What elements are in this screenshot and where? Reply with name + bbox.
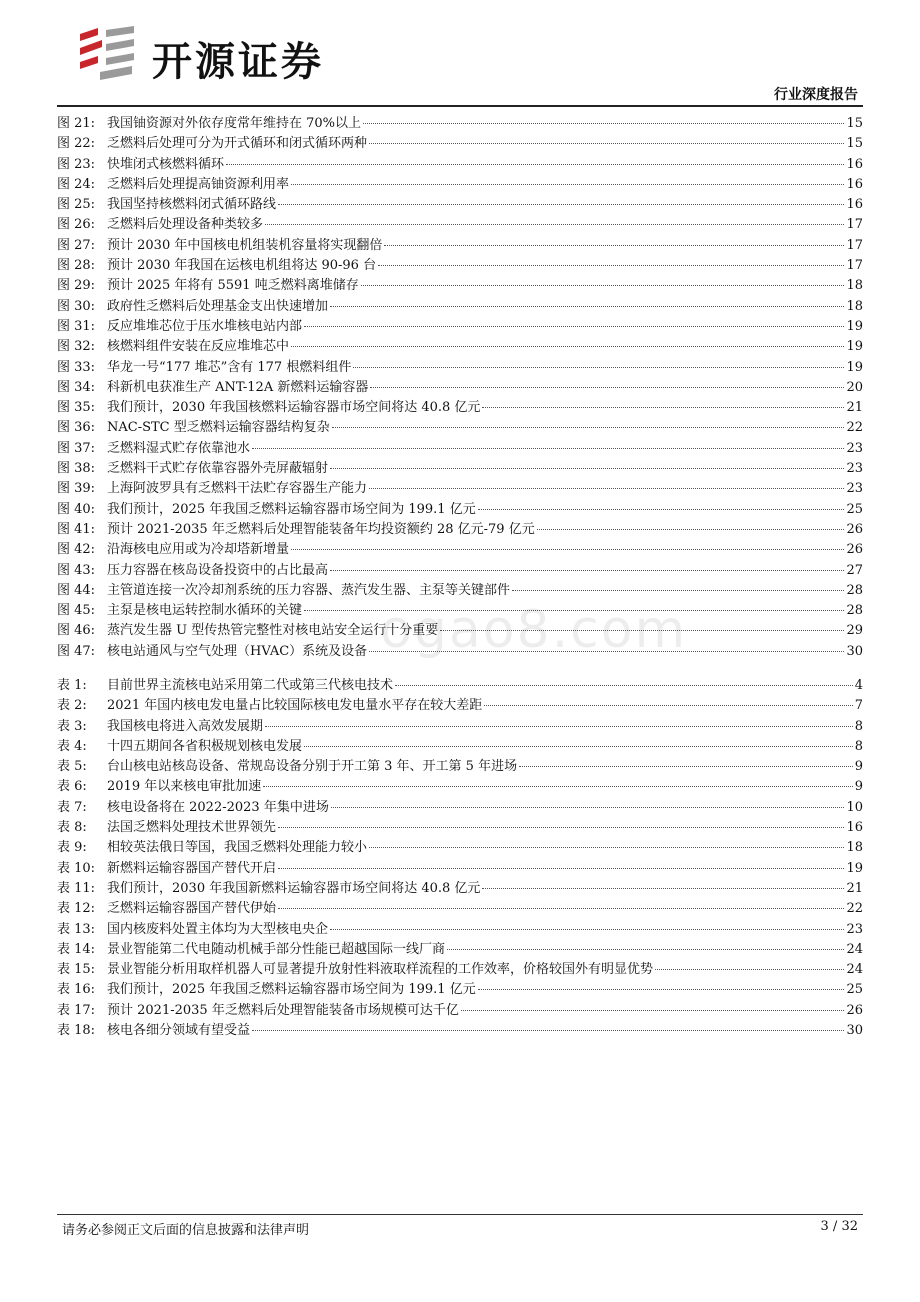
toc-entry[interactable] bbox=[57, 479, 863, 499]
watermark: ogao8.com bbox=[380, 600, 688, 660]
report-type-label: 行业深度报告 bbox=[774, 87, 858, 103]
toc-entry-number: 图 27: bbox=[57, 237, 96, 253]
toc-entry[interactable] bbox=[57, 798, 863, 818]
toc-entry[interactable] bbox=[57, 398, 863, 418]
toc-dot-leader bbox=[519, 765, 853, 767]
toc-entry-page: 17 bbox=[846, 217, 863, 233]
toc-dot-leader bbox=[278, 826, 844, 828]
toc-entry[interactable] bbox=[57, 134, 863, 154]
toc-entry-page: 28 bbox=[846, 582, 863, 598]
page-header bbox=[0, 0, 920, 110]
toc-dot-leader bbox=[369, 487, 844, 489]
toc-entry-page: 18 bbox=[846, 840, 863, 856]
toc-dot-leader bbox=[278, 907, 844, 909]
toc-entry-number: 表 3: bbox=[57, 718, 87, 734]
toc-entry-title: 景业智能分析用取样机器人可显著提升放射性料液取样流程的工作效率，价格较国外有明显优势 bbox=[107, 962, 654, 978]
toc-entry-title: 核电设备将在 2022-2023 年集中进场 bbox=[107, 799, 329, 815]
toc-entry[interactable] bbox=[57, 378, 863, 398]
toc-dot-leader bbox=[369, 142, 844, 144]
toc-dot-leader bbox=[252, 447, 844, 449]
toc-entry-number: 图 35: bbox=[57, 400, 96, 416]
toc-dot-leader bbox=[331, 806, 845, 808]
toc-dot-leader bbox=[361, 284, 845, 286]
toc-entry[interactable] bbox=[57, 439, 863, 459]
toc-entry[interactable] bbox=[57, 561, 863, 581]
table-index-list bbox=[57, 676, 863, 1041]
footer-divider bbox=[57, 1214, 863, 1215]
toc-entry-number: 图 28: bbox=[57, 258, 96, 274]
toc-entry[interactable] bbox=[57, 737, 863, 757]
toc-dot-leader bbox=[512, 589, 844, 591]
toc-entry-title: 核电站通风与空气处理（HVAC）系统及设备 bbox=[107, 643, 368, 659]
toc-dot-leader bbox=[447, 948, 844, 950]
toc-entry-number: 图 47: bbox=[57, 643, 96, 659]
toc-entry[interactable] bbox=[57, 879, 863, 899]
toc-entry-number: 图 38: bbox=[57, 461, 96, 477]
toc-entry-title: 我们预计，2030 年我国新燃料运输容器市场空间将达 40.8 亿元 bbox=[107, 880, 481, 896]
toc-entry-title: 我国核电将进入高效发展期 bbox=[107, 718, 264, 734]
toc-entry-page: 7 bbox=[854, 698, 863, 714]
toc-entry-page: 4 bbox=[854, 678, 863, 693]
toc-entry-page: 15 bbox=[846, 136, 863, 152]
toc-entry-page: 8 bbox=[854, 738, 863, 754]
toc-entry-number: 图 46: bbox=[57, 623, 96, 639]
toc-entry-page: 16 bbox=[846, 197, 863, 213]
toc-entry-number: 图 31: bbox=[57, 318, 96, 334]
toc-entry-title: 核电各细分领域有望受益 bbox=[107, 1023, 251, 1039]
company-logo bbox=[76, 26, 346, 84]
toc-entry-number: 图 36: bbox=[57, 420, 96, 436]
toc-entry-page: 19 bbox=[846, 359, 863, 375]
toc-entry-page: 19 bbox=[846, 318, 863, 334]
toc-dot-leader bbox=[378, 264, 844, 266]
toc-entry[interactable] bbox=[57, 297, 863, 317]
toc-dot-leader bbox=[252, 1029, 844, 1031]
toc-entry-number: 表 14: bbox=[57, 941, 96, 957]
toc-entry-page: 19 bbox=[846, 860, 863, 876]
toc-entry-number: 表 2: bbox=[57, 698, 87, 714]
toc-entry-page: 8 bbox=[854, 718, 863, 734]
toc-entry-page: 23 bbox=[846, 921, 863, 937]
toc-entry-page: 21 bbox=[846, 400, 863, 416]
toc-entry-page: 18 bbox=[846, 278, 863, 294]
toc-entry-number: 表 6: bbox=[57, 779, 87, 795]
toc-entry-title: 反应堆堆芯位于压水堆核电站内部 bbox=[107, 318, 303, 334]
toc-dot-leader bbox=[363, 122, 844, 124]
toc-entry-number: 图 22: bbox=[57, 136, 96, 152]
toc-entry[interactable] bbox=[57, 358, 863, 378]
toc-entry[interactable] bbox=[57, 256, 863, 276]
toc-entry-number: 表 17: bbox=[57, 1002, 96, 1018]
toc-entry[interactable] bbox=[57, 920, 863, 940]
toc-entry-title: 我们预计，2025 年我国乏燃料运输容器市场空间为 199.1 亿元 bbox=[107, 982, 476, 998]
toc-entry-title: NAC-STC 型乏燃料运输容器结构复杂 bbox=[107, 420, 330, 436]
toc-entry-number: 表 16: bbox=[57, 982, 96, 998]
toc-entry-number: 图 44: bbox=[57, 582, 96, 598]
toc-entry-page: 26 bbox=[846, 521, 863, 537]
toc-entry-number: 图 26: bbox=[57, 217, 96, 233]
toc-entry-number: 图 24: bbox=[57, 176, 96, 192]
toc-entry-title: 科新机电获准生产 ANT-12A 新燃料运输容器 bbox=[107, 379, 369, 395]
toc-entry-page: 28 bbox=[846, 603, 863, 619]
toc-entry[interactable] bbox=[57, 980, 863, 1000]
toc-dot-leader bbox=[278, 203, 844, 205]
toc-entry[interactable] bbox=[57, 960, 863, 980]
toc-entry-title: 主泵是核电运转控制水循环的关键 bbox=[107, 603, 303, 619]
toc-entry[interactable] bbox=[57, 500, 863, 520]
toc-entry-title: 核燃料组件安装在反应堆堆芯中 bbox=[107, 339, 290, 355]
toc-dot-leader bbox=[384, 244, 844, 246]
toc-entry-title: 乏燃料后处理设备种类较多 bbox=[107, 217, 264, 233]
toc-dot-leader bbox=[265, 223, 844, 225]
toc-dot-leader bbox=[291, 183, 844, 185]
toc-dot-leader bbox=[265, 725, 853, 727]
toc-entry-number: 图 39: bbox=[57, 481, 96, 497]
toc-entry-page: 10 bbox=[846, 799, 863, 815]
toc-entry-number: 图 21: bbox=[57, 116, 96, 131]
toc-entry-page: 9 bbox=[854, 779, 863, 795]
toc-entry-title: 新燃料运输容器国产替代开启 bbox=[107, 860, 277, 876]
toc-entry-number: 表 5: bbox=[57, 759, 87, 775]
toc-entry-title: 我国铀资源对外依存度常年维持在 70%以上 bbox=[107, 116, 362, 131]
toc-entry[interactable] bbox=[57, 1001, 863, 1021]
toc-entry-number: 图 40: bbox=[57, 501, 96, 517]
toc-entry-title: 蒸汽发生器 U 型传热管完整性对核电站安全运行十分重要 bbox=[107, 623, 439, 639]
toc-entry-number: 图 33: bbox=[57, 359, 96, 375]
toc-entry-title: 政府性乏燃料后处理基金支出快速增加 bbox=[107, 298, 329, 314]
toc-entry-page: 30 bbox=[846, 643, 863, 659]
toc-entry-title: 乏燃料湿式贮存依靠池水 bbox=[107, 440, 251, 456]
toc-entry-number: 图 37: bbox=[57, 440, 96, 456]
toc-entry-page: 23 bbox=[846, 481, 863, 497]
toc-dot-leader bbox=[330, 467, 844, 469]
toc-entry-title: 2019 年以来核电审批加速 bbox=[107, 779, 262, 795]
toc-entry-number: 图 43: bbox=[57, 562, 96, 578]
toc-entry-page: 21 bbox=[846, 880, 863, 896]
toc-entry-title: 压力容器在核岛设备投资中的占比最高 bbox=[107, 562, 329, 578]
toc-entry-title: 乏燃料后处理可分为开式循环和闭式循环两种 bbox=[107, 136, 368, 152]
page-number: 3 / 32 bbox=[820, 1219, 858, 1234]
toc-dot-leader bbox=[395, 684, 853, 686]
toc-entry-page: 27 bbox=[846, 562, 863, 578]
toc-entry[interactable] bbox=[57, 581, 863, 601]
toc-dot-leader bbox=[353, 366, 844, 368]
toc-entry-page: 18 bbox=[846, 298, 863, 314]
toc-dot-leader bbox=[291, 548, 844, 550]
toc-entry-title: 快堆闭式核燃料循环 bbox=[107, 156, 225, 172]
toc-entry-number: 表 1: bbox=[57, 678, 87, 693]
toc-entry-title: 我们预计，2030 年我国核燃料运输容器市场空间将达 40.8 亿元 bbox=[107, 400, 481, 416]
toc-entry[interactable] bbox=[57, 459, 863, 479]
toc-dot-leader bbox=[291, 345, 844, 347]
toc-entry[interactable] bbox=[57, 337, 863, 357]
toc-entry[interactable] bbox=[57, 859, 863, 879]
toc-entry[interactable] bbox=[57, 899, 863, 919]
toc-entry[interactable] bbox=[57, 1021, 863, 1041]
toc-entry-title: 上海阿波罗具有乏燃料干法贮存容器生产能力 bbox=[107, 481, 368, 497]
toc-entry-number: 图 32: bbox=[57, 339, 96, 355]
toc-entry-number: 图 30: bbox=[57, 298, 96, 314]
toc-entry-title: 乏燃料运输容器国产替代伊始 bbox=[107, 901, 277, 917]
toc-entry-title: 十四五期间各省积极规划核电发展 bbox=[107, 738, 303, 754]
toc-entry-title: 预计 2030 年中国核电机组装机容量将实现翻倍 bbox=[107, 237, 383, 253]
toc-entry-title: 台山核电站核岛设备、常规岛设备分别于开工第 3 年、开工第 5 年进场 bbox=[107, 759, 518, 775]
toc-entry[interactable] bbox=[57, 114, 863, 134]
toc-dot-leader bbox=[537, 528, 845, 530]
toc-entry[interactable] bbox=[57, 418, 863, 438]
toc-dot-leader bbox=[304, 745, 853, 747]
toc-entry[interactable] bbox=[57, 818, 863, 838]
toc-entry-title: 相较英法俄日等国，我国乏燃料处理能力较小 bbox=[107, 840, 368, 856]
toc-dot-leader bbox=[304, 325, 844, 327]
toc-dot-leader bbox=[369, 846, 844, 848]
toc-entry-page: 23 bbox=[846, 440, 863, 456]
header-divider bbox=[57, 105, 863, 107]
toc-entry[interactable] bbox=[57, 236, 863, 256]
toc-entry[interactable] bbox=[57, 317, 863, 337]
toc-entry[interactable] bbox=[57, 676, 863, 696]
toc-entry-page: 26 bbox=[846, 1002, 863, 1018]
toc-entry-number: 表 8: bbox=[57, 820, 87, 836]
toc-entry-title: 景业智能第二代电随动机械手部分性能已超越国际一线厂商 bbox=[107, 941, 446, 957]
toc-entry-title: 预计 2021-2035 年乏燃料后处理智能装备年均投资额约 28 亿元-79 亿元 bbox=[107, 521, 535, 537]
toc-dot-leader bbox=[330, 305, 844, 307]
toc-entry-title: 我们预计，2025 年我国乏燃料运输容器市场空间为 199.1 亿元 bbox=[107, 501, 476, 517]
toc-entry-page: 20 bbox=[846, 379, 863, 395]
toc-entry[interactable] bbox=[57, 757, 863, 777]
toc-entry-number: 表 18: bbox=[57, 1023, 96, 1039]
toc-dot-leader bbox=[482, 887, 844, 889]
toc-dot-leader bbox=[330, 569, 844, 571]
toc-entry-number: 图 41: bbox=[57, 521, 96, 537]
toc-entry[interactable] bbox=[57, 276, 863, 296]
toc-entry-page: 16 bbox=[846, 156, 863, 172]
toc-entry[interactable] bbox=[57, 195, 863, 215]
toc-entry-page: 30 bbox=[846, 1023, 863, 1039]
toc-entry-title: 2021 年国内核电发电量占比较国际核电发电量水平存在较大差距 bbox=[107, 698, 483, 714]
toc-entry[interactable] bbox=[57, 155, 863, 175]
toc-entry[interactable] bbox=[57, 777, 863, 797]
toc-entry-page: 26 bbox=[846, 542, 863, 558]
toc-entry-number: 图 45: bbox=[57, 603, 96, 619]
toc-entry-page: 19 bbox=[846, 339, 863, 355]
toc-dot-leader bbox=[478, 508, 845, 510]
toc-entry-number: 表 12: bbox=[57, 901, 96, 917]
toc-entry-page: 22 bbox=[846, 901, 863, 917]
toc-dot-leader bbox=[478, 988, 845, 990]
toc-entry-page: 22 bbox=[846, 420, 863, 436]
toc-entry-number: 表 13: bbox=[57, 921, 96, 937]
toc-entry-page: 17 bbox=[846, 258, 863, 274]
toc-entry-title: 华龙一号“177 堆芯”含有 177 根燃料组件 bbox=[107, 359, 352, 375]
toc-entry-number: 图 23: bbox=[57, 156, 96, 172]
toc-entry-number: 图 29: bbox=[57, 278, 96, 294]
toc-entry-number: 表 4: bbox=[57, 738, 87, 754]
figure-index-list bbox=[57, 114, 863, 662]
toc-entry[interactable] bbox=[57, 215, 863, 235]
toc-entry-page: 17 bbox=[846, 237, 863, 253]
toc-dot-leader bbox=[482, 406, 844, 408]
logo-mark-icon bbox=[76, 26, 140, 82]
toc-entry-page: 24 bbox=[846, 962, 863, 978]
toc-entry-number: 表 11: bbox=[57, 880, 96, 896]
toc-entry-title: 国内核废料处置主体均为大型核电央企 bbox=[107, 921, 329, 937]
toc-entry-title: 法国乏燃料处理技术世界领先 bbox=[107, 820, 277, 836]
toc-entry-title: 乏燃料干式贮存依靠容器外壳屏蔽辐射 bbox=[107, 461, 329, 477]
toc-entry-page: 23 bbox=[846, 461, 863, 477]
toc-entry[interactable] bbox=[57, 838, 863, 858]
toc-entry-number: 图 34: bbox=[57, 379, 96, 395]
toc-entry-title: 乏燃料后处理提高铀资源利用率 bbox=[107, 176, 290, 192]
toc-dot-leader bbox=[226, 163, 844, 165]
toc-entry-number: 表 9: bbox=[57, 840, 87, 856]
toc-dot-leader bbox=[330, 928, 844, 930]
toc-entry-number: 图 42: bbox=[57, 542, 96, 558]
toc-entry-title: 预计 2030 年我国在运核电机组将达 90-96 台 bbox=[107, 258, 377, 274]
toc-entry-title: 目前世界主流核电站采用第二代或第三代核电技术 bbox=[107, 678, 394, 693]
toc-entry-page: 29 bbox=[846, 623, 863, 639]
toc-entry[interactable] bbox=[57, 717, 863, 737]
toc-entry[interactable] bbox=[57, 520, 863, 540]
toc-dot-leader bbox=[370, 386, 844, 388]
toc-entry-page: 16 bbox=[846, 176, 863, 192]
toc-entry-title: 预计 2025 年将有 5591 吨乏燃料离堆储存 bbox=[107, 278, 359, 294]
toc-entry[interactable] bbox=[57, 540, 863, 560]
toc-dot-leader bbox=[484, 704, 853, 706]
toc-entry-title: 预计 2021-2035 年乏燃料后处理智能装备市场规模可达千亿 bbox=[107, 1002, 459, 1018]
toc-entry-page: 15 bbox=[846, 116, 863, 131]
toc-entry-page: 24 bbox=[846, 941, 863, 957]
toc-entry-title: 主管道连接一次冷却剂系统的压力容器、蒸汽发生器、主泵等关键部件 bbox=[107, 582, 511, 598]
toc-entry-page: 9 bbox=[854, 759, 863, 775]
toc-entry[interactable] bbox=[57, 696, 863, 716]
toc-dot-leader bbox=[461, 1009, 845, 1011]
toc-entry[interactable] bbox=[57, 940, 863, 960]
toc-entry-number: 表 10: bbox=[57, 860, 96, 876]
toc-dot-leader bbox=[278, 867, 844, 869]
toc-entry-page: 25 bbox=[846, 982, 863, 998]
toc-entry-title: 我国坚持核燃料闭式循环路线 bbox=[107, 197, 277, 213]
toc-dot-leader bbox=[332, 426, 845, 428]
toc-entry-number: 表 7: bbox=[57, 799, 87, 815]
toc-entry-number: 图 25: bbox=[57, 197, 96, 213]
toc-entry-page: 16 bbox=[846, 820, 863, 836]
footer-disclaimer: 请务必参阅正文后面的信息披露和法律声明 bbox=[62, 1223, 310, 1238]
toc-entry-title: 沿海核电应用或为冷却塔新增量 bbox=[107, 542, 290, 558]
company-name: 开源证券 bbox=[152, 39, 324, 85]
toc-entry-page: 25 bbox=[846, 501, 863, 517]
toc-dot-leader bbox=[655, 968, 844, 970]
toc-entry[interactable] bbox=[57, 175, 863, 195]
toc-dot-leader bbox=[263, 785, 853, 787]
toc-entry-number: 表 15: bbox=[57, 962, 96, 978]
